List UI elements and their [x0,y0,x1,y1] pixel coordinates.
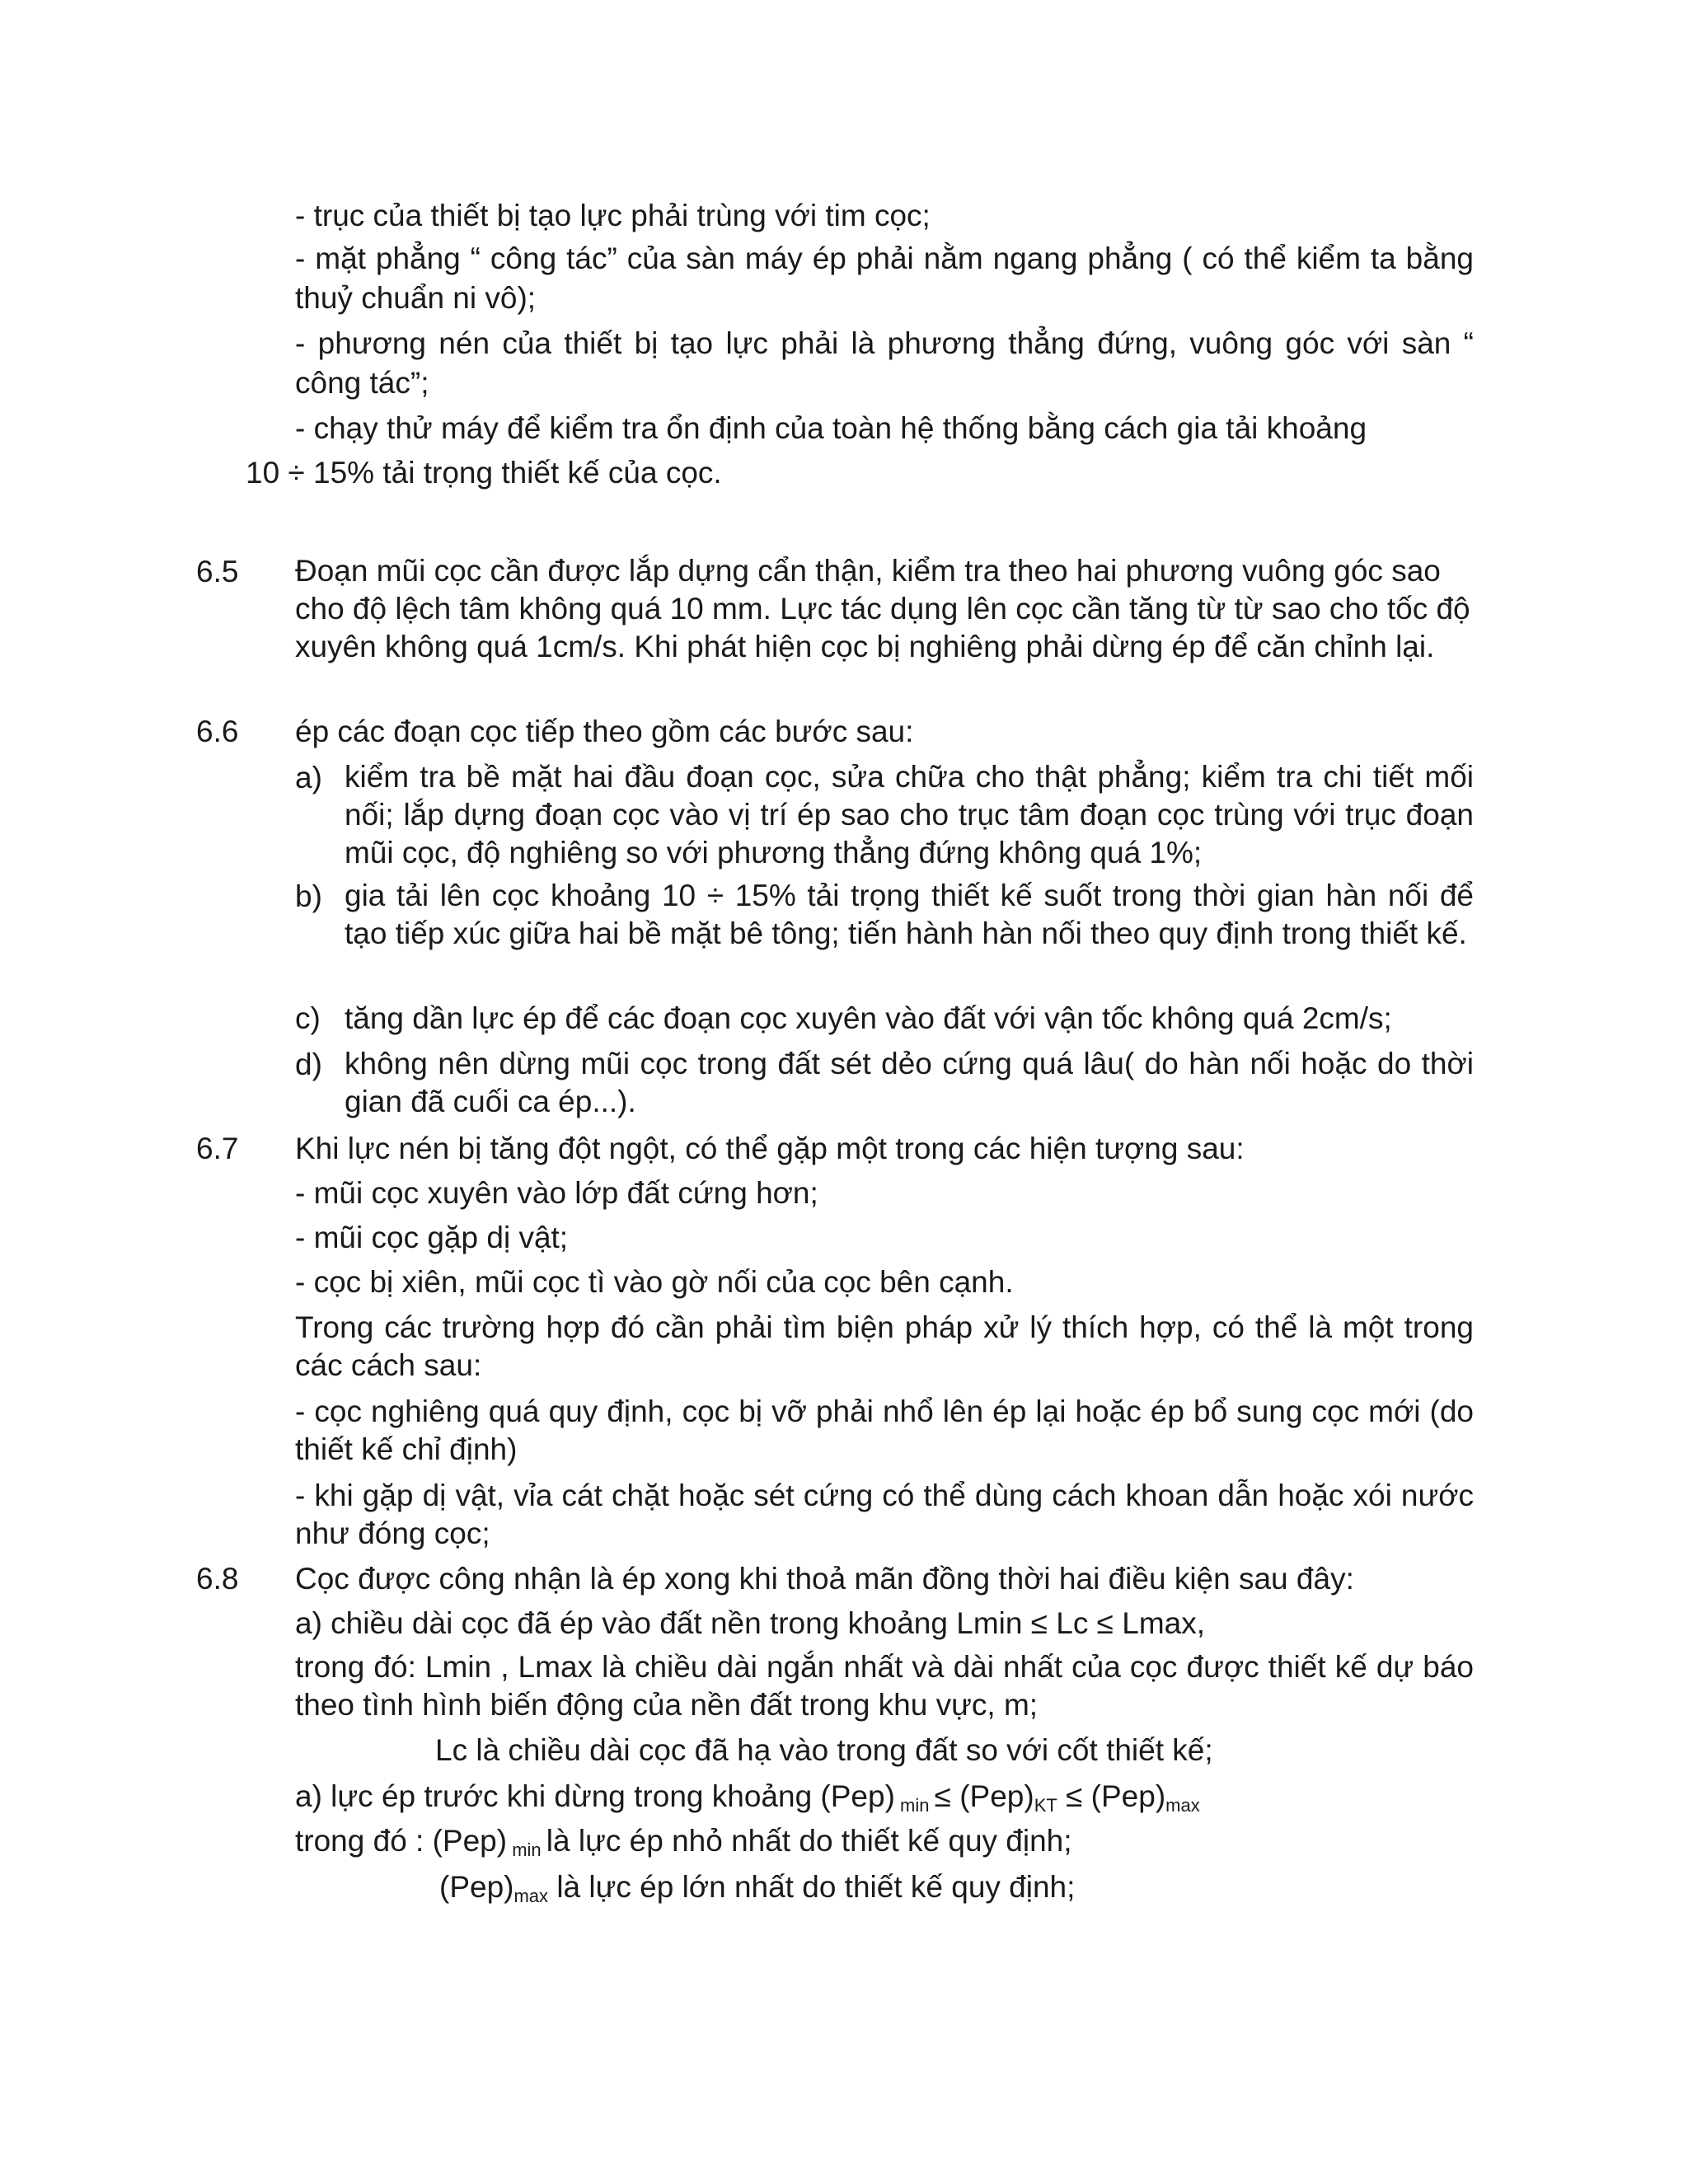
section-6-7-bullet-3: - cọc bị xiên, mũi cọc tì vào gờ nối của cọc bên cạnh. [295,1265,1014,1299]
section-6-8-text: Cọc được công nhận là ép xong khi thoả mãn đồng thời hai điều kiện sau đây: [295,1562,1354,1596]
section-6-8-condition-a2 [295,1777,1482,1816]
intro-bullet-4-line-2: 10 ÷ 15% tải trọng thiết kế của cọc. [246,456,722,490]
definition-pep-min-text: là lực ép nhỏ nhất do thiết kế quy định; [546,1824,1072,1858]
section-6-8-definition-pep-max [439,1868,1478,1907]
definition-pep-max-subscript: max [513,1886,549,1906]
intro-bullet-1: - trục của thiết bị tạo lực phải trùng với tim cọc; [295,199,931,232]
section-6-8-condition-a1-note: trong đó: Lmin , Lmax là chiều dài ngắn nhất và dài nhất của cọc được thiết kế dự báo theo tình hình biến động của nền đất trong khu vực, m; [295,1650,1474,1722]
section-6-7-paragraph-2: - cọc nghiêng quá quy định, cọc bị vỡ phải nhổ lên ép lại hoặc ép bổ sung cọc mới (do thiết kế chỉ định) [295,1394,1474,1466]
definition-pep-min-prefix: trong đó : (Pep) [295,1824,508,1858]
section-6-6-item-d: không nên dừng mũi cọc trong đất sét dẻo cứng quá lâu( do hàn nối hoặc do thời gian đã cuối ca ép...). [345,1047,1474,1118]
condition-a2-subscript-kt: KT [1034,1795,1057,1816]
intro-bullet-2: - mặt phẳng “ công tác” của sàn máy ép phải nằm ngang phẳng ( có thể kiểm ta bằng thuỷ chuẩn ni vô); [295,241,1474,315]
section-6-5-text: Đoạn mũi cọc cần được lắp dựng cẩn thận, kiểm tra theo hai phương vuông góc sao cho độ lệch tâm không quá 10 mm. Lực tác dụng lên cọc cần tăng từ từ sao cho tốc độ xuyên không quá 1cm/s. Khi phát hiện cọc bị nghiêng phải dừng ép để căn chỉnh lại. [295,554,1470,663]
intro-bullet-4-line-1: - chạy thử máy để kiểm tra ổn định của toàn hệ thống bằng cách gia tải khoảng [295,411,1367,445]
definition-pep-max-text: là lực ép lớn nhất do thiết kế quy định; [548,1870,1076,1904]
section-number-6-7: 6.7 [196,1132,239,1165]
definition-pep-min-subscript: min [507,1840,546,1860]
section-6-6-item-b: gia tải lên cọc khoảng 10 ÷ 15% tải trọng thiết kế suốt trong thời gian hàn nối để tạo tiếp xúc giữa hai bề mặt bê tông; tiến hành hàn nối theo quy định trong thiết kế. [345,879,1474,950]
condition-a2-subscript-max: max [1165,1795,1200,1816]
definition-pep-max-prefix: (Pep) [439,1870,514,1904]
section-6-7-bullet-2: - mũi cọc gặp dị vật; [295,1221,569,1254]
section-number-6-5: 6.5 [196,555,239,588]
section-6-7-paragraph-1: Trong các trường hợp đó cần phải tìm biện pháp xử lý thích hợp, có thể là một trong các cách sau: [295,1310,1474,1382]
item-label-c: c) [295,1001,321,1035]
condition-a2-prefix: a) lực ép trước khi dừng trong khoảng (Pep) [295,1779,895,1813]
section-6-7-paragraph-3: - khi gặp dị vật, vỉa cát chặt hoặc sét cứng có thể dùng cách khoan dẫn hoặc xói nước như đóng cọc; [295,1479,1474,1550]
section-6-6-item-a: kiểm tra bề mặt hai đầu đoạn cọc, sửa chữa cho thật phẳng; kiểm tra chi tiết mối nối; lắp dựng đoạn cọc vào vị trí ép sao cho trục tâm đoạn cọc trùng với trục đoạn mũi cọc, độ nghiêng so với phương thẳng đứng không quá 1%; [345,760,1474,869]
section-6-7-bullet-1: - mũi cọc xuyên vào lớp đất cứng hơn; [295,1176,818,1210]
section-number-6-6: 6.6 [196,715,239,748]
section-6-7-text: Khi lực nén bị tăng đột ngột, có thể gặp một trong các hiện tượng sau: [295,1132,1245,1165]
section-number-6-8: 6.8 [196,1562,239,1596]
condition-a2-middle-1: ≤ (Pep) [934,1779,1034,1813]
section-6-8-condition-a1-note-2: Lc là chiều dài cọc đã hạ vào trong đất so với cốt thiết kế; [435,1733,1213,1767]
item-label-b: b) [295,879,322,913]
section-6-8-condition-a1: a) chiều dài cọc đã ép vào đất nền trong khoảng Lmin ≤ Lc ≤ Lmax, [295,1606,1206,1640]
condition-a2-subscript-min: min [894,1795,935,1816]
item-label-a: a) [295,761,322,794]
item-label-d: d) [295,1047,322,1081]
condition-a2-middle-2: ≤ (Pep) [1057,1779,1166,1813]
section-6-6-text: ép các đoạn cọc tiếp theo gồm các bước sau: [295,715,914,748]
intro-bullet-3: - phương nén của thiết bị tạo lực phải là phương thẳng đứng, vuông góc với sàn “ công tác”; [295,326,1474,400]
section-6-8-definition-pep-min [295,1821,1482,1861]
section-6-6-item-c: tăng dần lực ép để các đoạn cọc xuyên vào đất với vận tốc không quá 2cm/s; [345,1001,1392,1035]
